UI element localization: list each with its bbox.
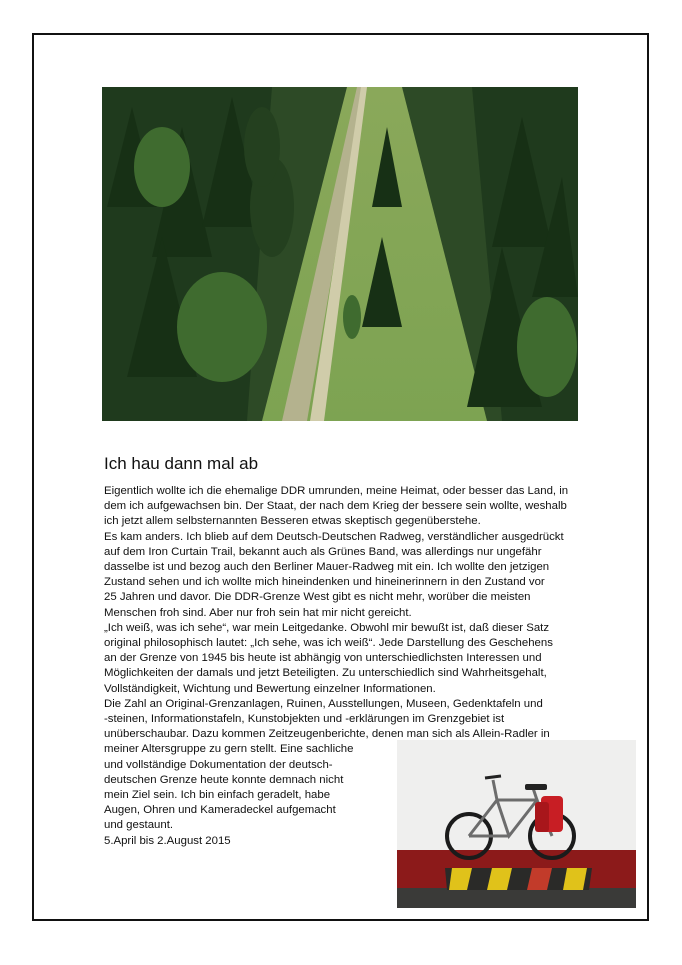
text-line: und vollständige Dokumentation der deutsch-	[104, 758, 333, 771]
text-line: -steinen, Informationstafeln, Kunstobjekten und -erklärungen im Grenzgebiet ist	[104, 713, 505, 726]
text-line: Zustand sehen und ich wollte mich hineindenken und hineinerinnern in den Zustand vor	[104, 576, 545, 589]
bicycle-with-red-panniers-photo	[397, 740, 636, 908]
text-line: Augen, Ohren und Kameradeckel aufgemacht	[104, 804, 336, 817]
barrier-beam	[445, 868, 592, 890]
text-line: Vollständigkeit, Wichtung und Bewertung einzelner Informationen.	[104, 682, 436, 695]
text-line: Die Zahl an Original-Grenzanlagen, Ruinen, Ausstellungen, Museen, Gedenktafeln und	[104, 697, 543, 710]
text-line: mein Ziel sein. Ich bin einfach geradelt, habe	[104, 789, 331, 802]
text-line: dasselbe ist und bezog auch den Berliner Mauer-Radweg mit ein. Ich wollte den jetzigen	[104, 561, 550, 574]
text-line: Eigentlich wollte ich die ehemalige DDR umrunden, meine Heimat, oder besser das Land, in	[104, 485, 569, 497]
forest-border-strip-photo	[102, 87, 578, 421]
text-line: ich jetzt allem selbsternannten Besseren etwas skeptisch gegenüberstehe.	[104, 515, 481, 528]
text-line: unüberschaubar. Dazu kommen Zeitzeugenberichte, denen man sich als Allein-Radler in	[104, 728, 550, 741]
text-line: original philosophisch lautet: „Ich sehe, was ich weiß“. Jede Darstellung des Geschehens	[104, 637, 553, 650]
text-line: Es kam anders. Ich blieb auf dem Deutsch-Deutschen Radweg, verständlicher ausgedrückt	[104, 530, 564, 543]
text-line: 25 Jahren und davor. Die DDR-Grenze West gibt es nicht mehr, worüber die meisten	[104, 591, 531, 604]
date-range: 5.April bis 2.August 2015	[104, 834, 231, 847]
text-line: „Ich weiß, was ich sehe“, war mein Leitgedanke. Obwohl mir bewußt ist, daß dieser Satz	[104, 621, 550, 634]
text-line: meiner Altersgruppe zu gern stellt. Eine sachliche	[104, 743, 354, 756]
text-line: auf dem Iron Curtain Trail, bekannt auch als Grünes Band, was allerdings nur ungefähr	[104, 545, 542, 558]
page-title: Ich hau dann mal ab	[104, 454, 259, 473]
text-line: und gestaunt.	[104, 819, 174, 832]
text-line: Menschen froh sind. Aber nur froh sein hat mir nicht gereicht.	[104, 606, 412, 619]
text-line: deutschen Grenze heute konnte demnach nicht	[104, 773, 344, 786]
text-line: an der Grenze von 1945 bis heute ist abhängig von unterschiedlichsten Interessen und	[104, 652, 542, 665]
text-line: dem ich aufgewachsen bin. Der Staat, der nach dem Krieg der bessere sein wollte, weshalb	[104, 500, 567, 513]
text-line: Möglichkeiten der damals und jetzt Beteiligten. Zu unterschiedlich sind Wahrheitsgehalt,	[104, 667, 547, 680]
